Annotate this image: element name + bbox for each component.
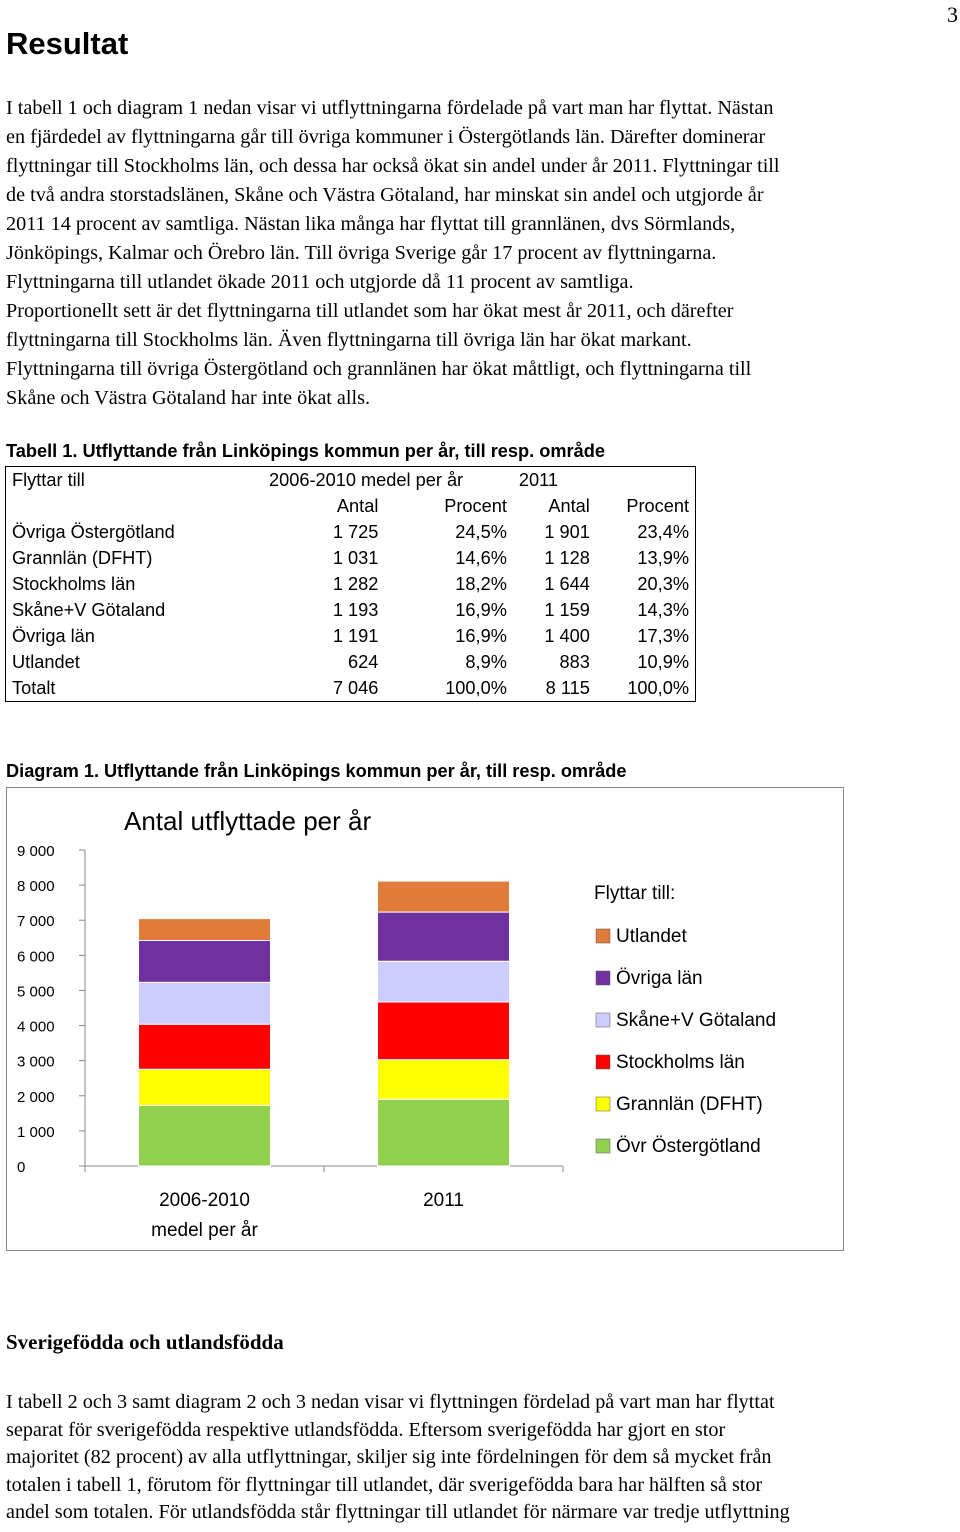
cell-antal2: 8 115 <box>545 678 590 698</box>
y-tick-label: 5 000 <box>17 983 55 1001</box>
bar-segment <box>378 881 510 912</box>
cell-procent1: 16,9% <box>455 600 507 620</box>
text-line: totalen i tabell 1, förutom för flyttningar till utlandet, där sverigefödda bara har hälften så stor <box>6 1473 763 1496</box>
cell-procent2: 17,3% <box>637 626 689 646</box>
bar-segment <box>139 919 271 941</box>
bar-segment <box>378 1060 510 1100</box>
header-period1: 2006-2010 medel per år <box>268 470 464 490</box>
text-line: I tabell 1 och diagram 1 nedan visar vi utflyttningarna fördelade på vart man har flyttat. Nästan <box>6 97 774 119</box>
bar-segment <box>139 1024 271 1069</box>
text-line: 2011 14 procent av samtliga. Nästan lika många har flyttat till grannlänen, dvs Sörmlands, <box>6 213 736 235</box>
table-row <box>6 623 696 649</box>
legend-swatch <box>596 929 610 943</box>
cell-procent1: 18,2% <box>455 574 507 594</box>
legend-label: Stockholms län <box>616 1052 745 1073</box>
table-row <box>6 649 696 675</box>
cell-antal1: 624 <box>348 652 379 672</box>
legend-swatch <box>596 1013 610 1027</box>
table1 <box>5 466 696 702</box>
text-line: Proportionellt sett är det flyttningarna till utlandet som har ökat mest år 2011, och därefter <box>6 300 734 322</box>
y-tick-label: 2 000 <box>17 1088 55 1106</box>
bar-segment <box>378 1002 510 1060</box>
cell-antal2: 1 128 <box>544 548 590 568</box>
text-line: Skåne och Västra Götaland har inte ökat alls. <box>6 387 371 409</box>
legend-label: Övr Östergötland <box>616 1136 761 1157</box>
cell-procent2: 23,4% <box>637 522 689 542</box>
intro-paragraph <box>6 94 954 413</box>
bar-segment <box>378 1099 510 1166</box>
text-line: Flyttningarna till övriga Östergötland och grannlänen har ökat måttligt, och flyttningarna till <box>6 358 752 380</box>
bar-segment <box>139 941 271 983</box>
text-line: flyttningar till Stockholms län, och dessa har också ökat sin andel under år 2011. Flyttningar till <box>6 155 780 177</box>
cell-dest: Utlandet <box>12 652 80 672</box>
cell-procent1: 14,6% <box>455 548 507 568</box>
bar-segment <box>139 982 271 1024</box>
cell-procent1: 24,5% <box>455 522 507 542</box>
subheader-procent: Procent <box>626 496 689 516</box>
bar-segment <box>378 912 510 961</box>
header-period2: 2011 <box>518 470 558 490</box>
cell-procent2: 100,0% <box>627 678 689 698</box>
cell-antal2: 1 159 <box>544 600 590 620</box>
table-header-row <box>6 467 696 494</box>
table1-caption: Tabell 1. Utflyttande från Linköpings kommun per år, till resp. område <box>6 441 605 461</box>
text-line: andel som totalen. För utlandsfödda står flyttningar till utlandet för närmare var tredje utflyttning <box>6 1501 790 1523</box>
stacked-bar-chart <box>7 788 843 1250</box>
table-row <box>6 545 696 571</box>
cell-dest: Skåne+V Götaland <box>12 600 166 620</box>
section2-heading: Sverigefödda och utlandsfödda <box>6 1330 284 1354</box>
cell-dest: Grannlän (DFHT) <box>12 548 153 568</box>
cell-antal1: 1 193 <box>332 600 379 620</box>
legend-label: Grannlän (DFHT) <box>616 1094 763 1115</box>
cell-antal2: 1 400 <box>544 626 590 646</box>
y-tick-label: 0 <box>17 1159 26 1176</box>
cell-procent2: 20,3% <box>637 574 689 594</box>
legend-title: Flyttar till: <box>594 883 676 904</box>
header-dest: Flyttar till <box>12 470 85 490</box>
table-row <box>6 571 696 597</box>
cell-procent2: 10,9% <box>637 652 689 672</box>
cell-procent2: 13,9% <box>637 548 689 568</box>
cell-dest: Totalt <box>12 678 56 698</box>
legend-label: Skåne+V Götaland <box>616 1010 777 1031</box>
bar-segment <box>139 1105 271 1166</box>
bar-segment <box>378 961 510 1002</box>
y-tick-label: 8 000 <box>17 878 55 896</box>
text-line: Jönköpings, Kalmar och Örebro län. Till övriga Sverige går 17 procent av flyttningarna. <box>6 242 717 264</box>
bar-segment <box>139 1069 271 1105</box>
x-tick-label: 2011 <box>423 1190 464 1211</box>
y-tick-label: 7 000 <box>17 913 55 931</box>
y-tick-label: 4 000 <box>17 1018 55 1036</box>
cell-antal1: 1 725 <box>332 522 379 542</box>
subheader-procent: Procent <box>444 496 507 516</box>
cell-procent1: 8,9% <box>465 652 507 672</box>
legend-swatch <box>596 971 610 985</box>
legend-swatch <box>596 1055 610 1069</box>
subheader-antal: Antal <box>548 496 590 516</box>
y-tick-label: 1 000 <box>17 1123 55 1141</box>
cell-procent2: 14,3% <box>637 600 689 620</box>
text-line: I tabell 2 och 3 samt diagram 2 och 3 nedan visar vi flyttningen fördelad på vart man har flyttat <box>6 1391 775 1413</box>
text-line: majoritet (82 procent) av alla utflyttningar, skiljer sig inte fördelningen för dem så mycket från <box>6 1446 772 1468</box>
text-line: de två andra storstadslänen, Skåne och Västra Götaland, har minskat sin andel och utgjorde år <box>6 184 764 206</box>
legend-swatch <box>596 1097 610 1111</box>
legend-label: Övriga län <box>616 968 703 989</box>
subheader-antal: Antal <box>336 496 379 516</box>
cell-dest: Övriga Östergötland <box>12 522 175 542</box>
diagram1-caption: Diagram 1. Utflyttande från Linköpings kommun per år, till resp. område <box>6 761 627 781</box>
cell-dest: Övriga län <box>12 626 95 646</box>
table-row <box>6 597 696 623</box>
cell-antal2: 1 644 <box>544 574 590 594</box>
table-subheader-row <box>6 493 696 519</box>
x-tick-label: 2006-2010 <box>159 1190 250 1211</box>
cell-antal1: 7 046 <box>332 678 379 698</box>
diagram1-frame <box>6 787 844 1251</box>
table-total-row <box>6 675 696 702</box>
section-heading: Resultat <box>6 26 129 61</box>
y-tick-label: 6 000 <box>17 948 55 966</box>
cell-antal1: 1 031 <box>332 548 379 568</box>
y-tick-label: 9 000 <box>17 843 55 860</box>
cell-antal2: 883 <box>559 652 590 672</box>
x-tick-label: medel per år <box>151 1220 258 1241</box>
legend-swatch <box>596 1139 610 1153</box>
text-line: Flyttningarna till utlandet ökade 2011 och utgjorde då 11 procent av samtliga. <box>6 271 634 293</box>
section2-paragraph <box>6 1389 954 1527</box>
y-tick-label: 3 000 <box>17 1053 55 1071</box>
cell-antal1: 1 191 <box>332 626 379 646</box>
text-line: flyttningarna till Stockholms län. Även flyttningarna till övriga län har ökat markant. <box>6 329 692 351</box>
page-number: 3 <box>947 2 958 27</box>
legend-label: Utlandet <box>616 926 687 947</box>
table-row <box>6 519 696 545</box>
chart-title: Antal utflyttade per år <box>124 806 372 836</box>
text-line: en fjärdedel av flyttningarna går till övriga kommuner i Östergötlands län. Därefter dominerar <box>6 126 766 148</box>
cell-dest: Stockholms län <box>12 574 136 594</box>
cell-procent1: 100,0% <box>445 678 507 698</box>
text-line: separat för sverigefödda respektive utlandsfödda. Eftersom sverigefödda har gjort en stor <box>6 1418 726 1441</box>
cell-procent1: 16,9% <box>455 626 507 646</box>
cell-antal2: 1 901 <box>544 522 590 542</box>
cell-antal1: 1 282 <box>332 574 379 594</box>
